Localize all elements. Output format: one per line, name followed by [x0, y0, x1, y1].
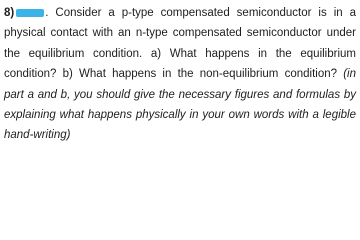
redaction-mark: [16, 9, 44, 17]
question-8: [4, 3, 356, 146]
answer-instructions: (in part a and b, you should give the necessary figures and formulas by explaining what happens physically in your own words with a legible hand-writing): [4, 68, 356, 142]
question-body: . Consider a p-type compensated semiconductor is in a physical contact with an n-type compensated semiconductor under the equilibrium condition. a) What happens in the equilibrium condition? b) What happens in the non-equilibrium condition?: [4, 7, 356, 81]
question-number: 8): [4, 7, 15, 19]
